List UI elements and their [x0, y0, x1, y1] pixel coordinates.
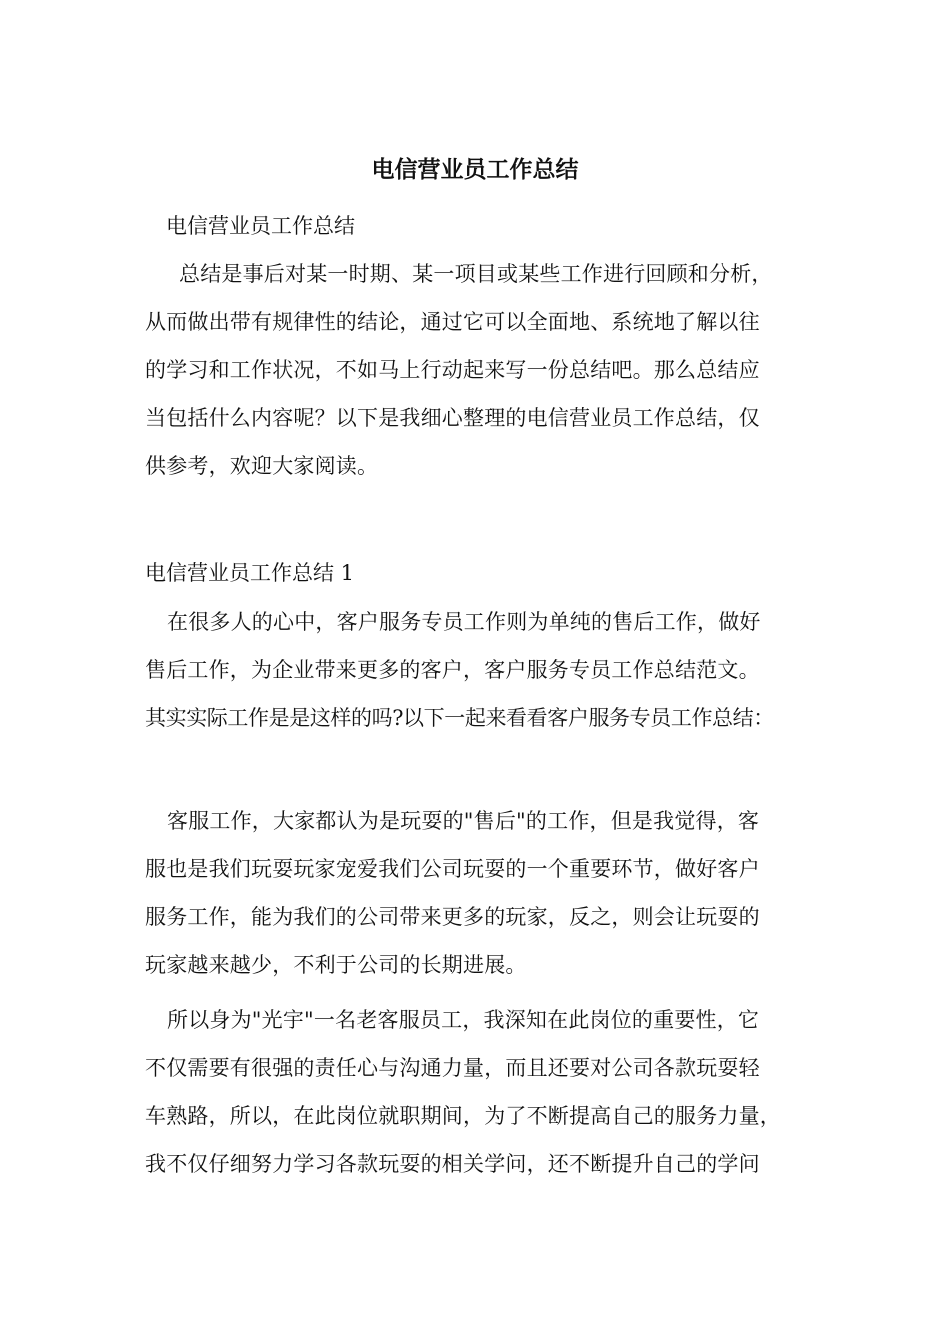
intro-line-4: 当包括什么内容呢？以下是我细心整理的电信营业员工作总结，仅	[145, 406, 760, 430]
document-title: 电信营业员工作总结	[371, 156, 579, 183]
section-paragraph-1	[145, 598, 810, 742]
section-heading: 电信营业员工作总结 1	[145, 561, 355, 585]
paragraph2-line-3: 服务工作，能为我们的公司带来更多的玩家，反之，则会让玩耍的	[145, 905, 760, 929]
paragraph3-line-4: 我不仅仔细努力学习各款玩耍的相关学问，还不断提升自己的学问	[145, 1152, 760, 1176]
document-subtitle: 电信营业员工作总结	[166, 214, 355, 238]
section-paragraph-3	[145, 996, 810, 1188]
intro-line-2: 从而做出带有规律性的结论，通过它可以全面地、系统地了解以往	[145, 310, 760, 334]
section-line-1: 在很多人的心中，客户服务专员工作则为单纯的售后工作，做好	[167, 610, 761, 634]
paragraph3-line-3: 车熟路，所以，在此岗位就职期间，为了不断提高自己的服务力量，	[145, 1104, 781, 1128]
paragraph3-line-2: 不仅需要有很强的责任心与沟通力量，而且还要对公司各款玩耍轻	[145, 1056, 760, 1080]
paragraph2-line-2: 服也是我们玩耍玩家宠爱我们公司玩耍的一个重要环节，做好客户	[145, 857, 760, 881]
intro-paragraph	[145, 250, 810, 490]
section-line-2: 售后工作，为企业带来更多的客户，客户服务专员工作总结范文。	[145, 658, 760, 682]
intro-line-5: 供参考，欢迎大家阅读。	[145, 454, 379, 478]
paragraph2-line-4: 玩家越来越少，不利于公司的长期进展。	[145, 953, 527, 977]
intro-line-3: 的学习和工作状况，不如马上行动起来写一份总结吧。那么总结应	[145, 358, 760, 382]
section-paragraph-2	[145, 797, 810, 989]
paragraph2-line-1: 客服工作，大家都认为是玩耍的"售后"的工作，但是我觉得，客	[167, 809, 760, 833]
section-line-3: 其实实际工作是是这样的吗?以下一起来看看客户服务专员工作总结：	[145, 706, 774, 730]
intro-line-1: 总结是事后对某一时期、某一项目或某些工作进行回顾和分析，	[179, 262, 773, 286]
paragraph3-line-1: 所以身为"光宇"一名老客服员工，我深知在此岗位的重要性，它	[167, 1008, 760, 1032]
